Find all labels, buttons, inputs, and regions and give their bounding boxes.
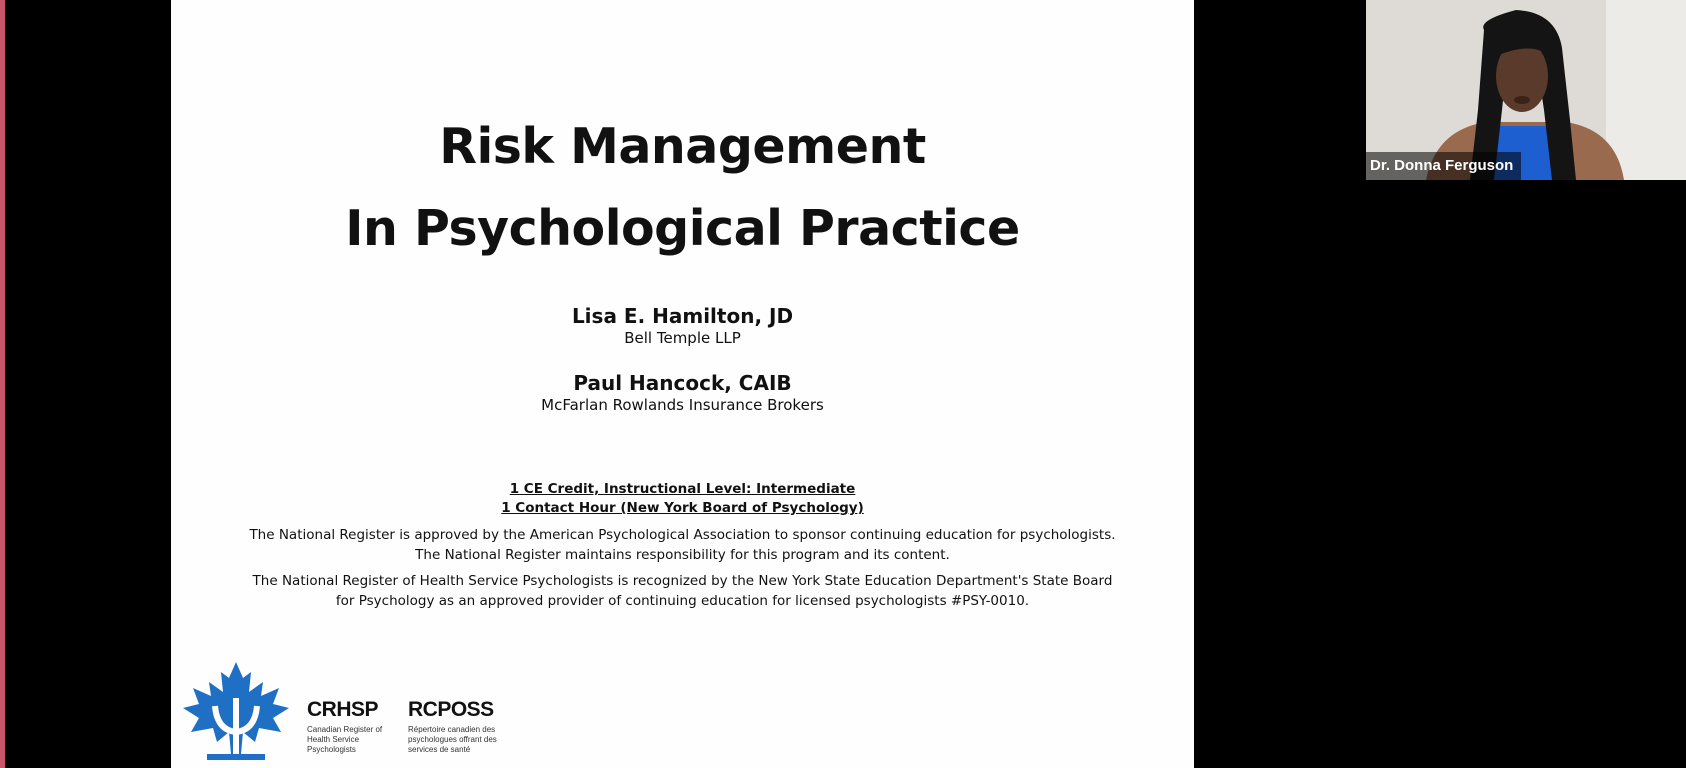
participant-video-tile[interactable] — [1366, 0, 1686, 180]
window-edge-accent — [0, 0, 5, 768]
slide-title-line2: In Psychological Practice — [345, 200, 1020, 257]
logo-subtitle-en: Canadian Register of Health Service Psychologists — [307, 725, 383, 754]
shared-slide — [171, 0, 1194, 768]
maple-leaf-psi-icon — [177, 658, 295, 762]
apa-notice-line: The National Register maintains responsibility for this program and its content. — [415, 546, 950, 563]
presenter-block — [171, 304, 1194, 347]
logo-abbr-en: CRHSP — [307, 698, 379, 721]
presenter-org: McFarlan Rowlands Insurance Brokers — [541, 396, 824, 414]
apa-notice-line: The National Register is approved by the American Psychological Association to sponsor continuing education for psychologists. — [249, 527, 1116, 543]
presenter-name: Paul Hancock, CAIB — [573, 371, 792, 395]
logo-subtitle-fr: Répertoire canadien des psychologues offrant des services de santé — [408, 725, 497, 754]
crhsp-logo — [177, 658, 517, 768]
participant-name-label: Dr. Donna Ferguson — [1366, 152, 1521, 180]
presenter-org: Bell Temple LLP — [624, 329, 741, 347]
presenter-block — [171, 371, 1194, 414]
presenter-name: Lisa E. Hamilton, JD — [571, 304, 794, 328]
ce-credit-line: 1 CE Credit, Instructional Level: Intermediate — [509, 481, 856, 497]
logo-abbr-fr: RCPOSS — [408, 698, 494, 721]
contact-hour-line: 1 Contact Hour (New York Board of Psychology) — [501, 500, 864, 516]
nysed-notice-line: The National Register of Health Service Psychologists is recognized by the New York State Education Department's State Board — [252, 573, 1113, 589]
apa-notice — [171, 526, 1194, 565]
nysed-notice — [171, 572, 1194, 611]
slide-title-line1: Risk Management — [439, 118, 926, 175]
nysed-notice-line: for Psychology as an approved provider of continuing education for licensed psychologists #PSY-0010. — [335, 592, 1030, 609]
